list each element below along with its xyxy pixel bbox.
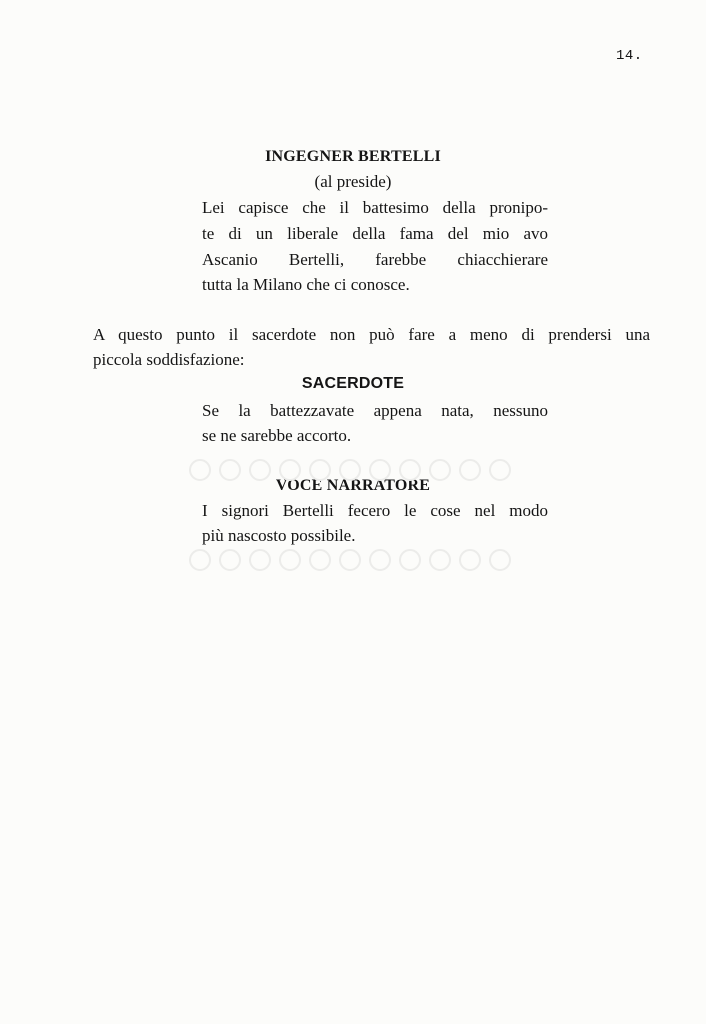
speaker-ingegner-bertelli: INGEGNER BERTELLI [265, 148, 441, 165]
dialogue-line: te di un liberale della fama del mio avo [202, 224, 548, 243]
stage-direction: (al preside) [314, 172, 392, 191]
speaker-voce-narratore: VOCE NARRATORE [275, 477, 431, 494]
speaker-sacerdote: SACERDOTE [301, 375, 405, 392]
dialogue-line: Se la battezzavate appena nata, nessuno [202, 401, 548, 420]
dialogue-line: Ascanio Bertelli, farebbe chiacchierare [202, 250, 548, 269]
dialogue-line: tutta la Milano che ci conosce. [202, 275, 410, 294]
narration-line: piccola soddisfazione: [93, 350, 245, 369]
dialogue-line: più nascosto possibile. [202, 526, 356, 545]
dialogue-line: se ne sarebbe accorto. [202, 426, 352, 445]
page-number: 14. [616, 48, 643, 64]
dialogue-line: Lei capisce che il battesimo della pronipo- [202, 198, 548, 217]
narration-line: A questo punto il sacerdote non può fare a meno di prendersi una [93, 325, 650, 344]
dialogue-line: I signori Bertelli fecero le cose nel modo [202, 501, 548, 520]
